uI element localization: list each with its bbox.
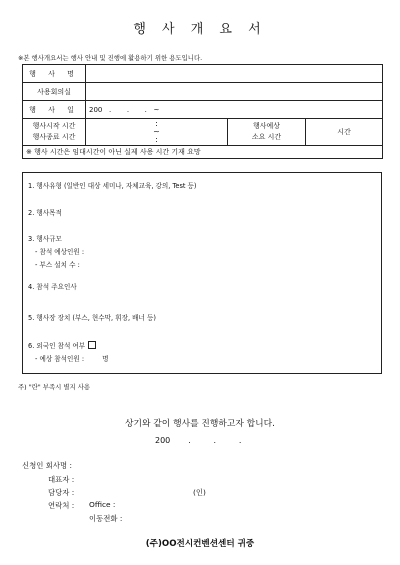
recipient-organization: (주)OO전시컨벤션센터 귀중	[145, 539, 255, 549]
venue-field[interactable]	[86, 83, 383, 101]
end-time-label: 행사종료 시간	[32, 133, 76, 141]
expected-duration-label-2: 소요 시간	[251, 133, 282, 141]
event-purpose-item: 2. 행사목적	[28, 209, 62, 217]
expected-duration-labels	[228, 119, 306, 146]
event-time-labels	[23, 119, 86, 146]
expected-attendees-item: - 참석 예상인원 :	[35, 248, 85, 256]
expected-duration-label-1: 행사예상	[252, 122, 281, 130]
event-date-value: 200 . . . ~	[89, 105, 160, 114]
venue-label: 사용회의실	[23, 83, 86, 101]
seal-mark: (인)	[193, 488, 206, 497]
foreign-attendance-checkbox[interactable]	[88, 341, 96, 349]
event-scale-item: 3. 행사규모	[28, 235, 62, 243]
foreign-expected-item: - 예상 참석인원 : 명	[35, 355, 109, 363]
document-title: 행 사 개 요 서	[133, 22, 267, 37]
usage-note: ※본 행사개요서는 행사 안내 및 진행에 활용하기 위한 용도입니다.	[18, 54, 203, 62]
end-time-colon: :	[155, 135, 158, 144]
event-name-field[interactable]	[86, 65, 383, 83]
person-unit: 명	[102, 355, 109, 363]
manager-label: 담당자 :	[48, 488, 75, 497]
booth-count-item: - 부스 설치 수 :	[35, 261, 80, 269]
footnote: 주) "란" 부족시 별지 사용	[18, 383, 91, 391]
time-note: ※ 행사 시간은 임대시간이 아닌 실제 사용 시간 기재 요망	[23, 146, 383, 159]
time-range-tilde: ~	[153, 127, 160, 136]
event-date-field[interactable]	[86, 101, 383, 119]
expected-duration-field[interactable]	[306, 119, 383, 146]
event-type-item: 1. 행사유형 (일반인 대상 세미나, 자체교육, 강의, Test 등)	[28, 182, 197, 190]
company-label: 신청인 회사명 :	[22, 461, 73, 470]
mobile-label: 이동전화 :	[89, 514, 123, 523]
key-attendees-item: 4. 참석 주요인사	[28, 283, 77, 291]
foreign-attendance-item: 6. 외국인 참석 여부	[28, 340, 96, 350]
event-time-field[interactable]	[86, 119, 228, 146]
office-label: Office :	[89, 500, 116, 509]
contact-label: 연락처 :	[48, 501, 75, 510]
event-name-label: 행 사 명	[23, 65, 86, 83]
venue-decorations-item: 5. 행사장 장치 (부스, 현수막, 휘장, 배너 등)	[28, 314, 156, 322]
start-time-label: 행사시작 시간	[32, 122, 76, 130]
event-details-box[interactable]	[22, 172, 382, 374]
expected-duration-unit: 시간	[337, 128, 351, 136]
pledge-statement: 상기와 같이 행사를 진행하고자 합니다.	[125, 419, 275, 429]
representative-label: 대표자 :	[48, 475, 75, 484]
event-info-table	[22, 64, 383, 159]
start-time-colon: :	[155, 119, 158, 128]
submission-date: 200 . . .	[155, 436, 242, 445]
event-date-label: 행 사 일	[23, 101, 86, 119]
